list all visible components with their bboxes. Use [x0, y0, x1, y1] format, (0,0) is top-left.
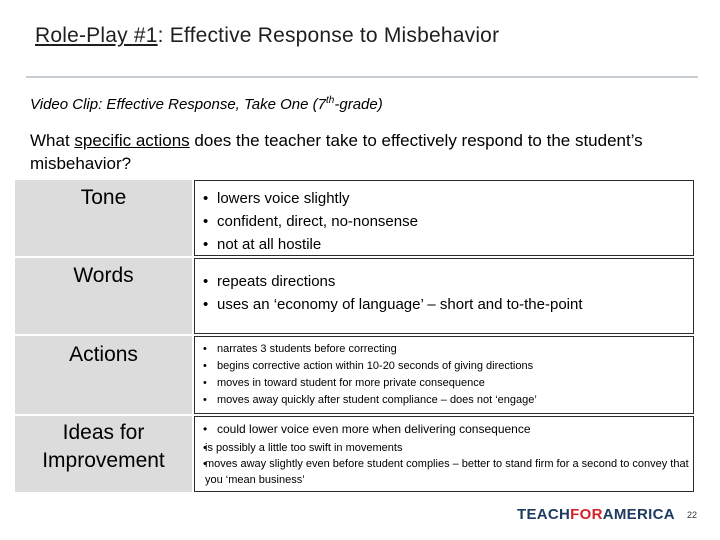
- ideas-list-secondary: [195, 440, 693, 488]
- list-item: • is possibly a little too swift in movements: [195, 440, 693, 456]
- label-words-text: Words: [73, 264, 134, 287]
- prompt-question: [30, 129, 670, 175]
- list-item: • could lower voice even more when delivering consequence: [195, 420, 693, 439]
- label-words: [15, 258, 192, 334]
- list-item: • lowers voice slightly: [195, 187, 693, 210]
- subtitle-text: Video Clip: Effective Response, Take One (7: [30, 96, 327, 113]
- row-tone: [15, 180, 696, 256]
- video-clip-subtitle: [30, 95, 383, 113]
- list-item: • begins corrective action within 10-20 seconds of giving directions: [195, 358, 693, 375]
- row-actions: [15, 336, 696, 414]
- actions-list: [195, 341, 693, 409]
- title-text: : Effective Response to Misbehavior: [157, 24, 500, 47]
- tone-list: [195, 187, 693, 256]
- list-item: • uses an ‘economy of language’ – short and to-the-point: [195, 293, 693, 316]
- list-item: • confident, direct, no-nonsense: [195, 210, 693, 233]
- logo-word-teach: TEACH: [517, 506, 571, 523]
- subtitle-superscript: th: [326, 95, 335, 106]
- label-tone-text: Tone: [80, 186, 127, 209]
- content-words: [194, 258, 694, 334]
- teach-for-america-logo: [517, 506, 675, 523]
- title-divider: [26, 76, 698, 78]
- list-item: • not at all hostile: [195, 233, 693, 256]
- feedback-table: [15, 180, 696, 494]
- page-number: 22: [687, 510, 698, 520]
- label-actions-text: Actions: [69, 343, 138, 366]
- row-ideas-for-improvement: [15, 416, 696, 492]
- question-text-end: does the teacher take to effectively respond to the student’s misbehavior?: [30, 131, 643, 173]
- row-words: [15, 258, 696, 334]
- list-item: • moves away quickly after student compliance – does not ‘engage’: [195, 392, 693, 409]
- label-tone: [15, 180, 192, 256]
- question-underlined: specific actions: [74, 131, 190, 150]
- list-item: • moves away slightly even before student complies – better to stand firm for a second to convey that you ‘mean business’: [195, 456, 693, 488]
- logo-word-for: FOR: [570, 506, 603, 523]
- list-item: • repeats directions: [195, 270, 693, 293]
- ideas-list: [195, 420, 693, 439]
- list-item: • narrates 3 students before correcting: [195, 341, 693, 358]
- question-text-start: What: [30, 131, 75, 150]
- subtitle-text-end: -grade): [334, 96, 383, 113]
- logo-word-america: AMERICA: [602, 506, 675, 523]
- content-tone: [194, 180, 694, 256]
- label-ideas: [15, 416, 192, 492]
- list-item: • moves in toward student for more private consequence: [195, 375, 693, 392]
- title-roleplay-number: Role-Play #1: [35, 24, 158, 47]
- content-ideas: [194, 416, 694, 492]
- slide-title: [35, 24, 499, 48]
- label-actions: [15, 336, 192, 414]
- content-actions: [194, 336, 694, 414]
- label-ideas-text: Ideas for Improvement: [42, 421, 165, 472]
- words-list: [195, 270, 693, 316]
